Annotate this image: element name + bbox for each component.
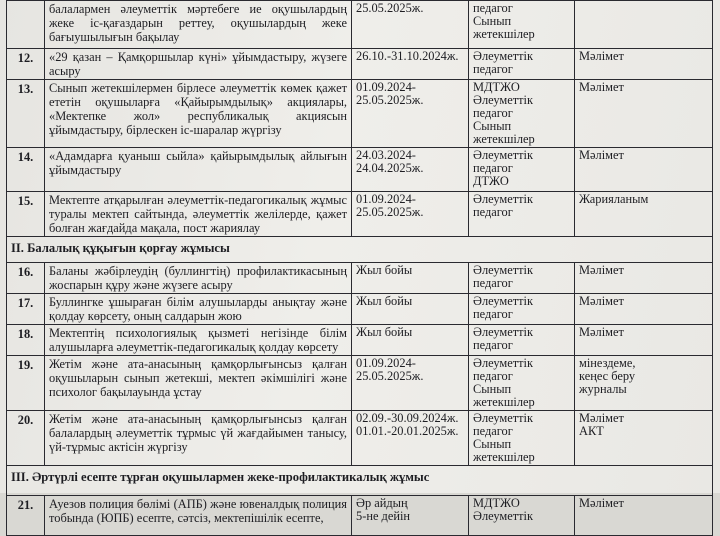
deadline-line: 25.05.2025ж. [356,205,424,219]
responsible-line: Сынып жетекшілер [473,382,535,409]
row-number [7,1,45,49]
row-number: 20. [7,411,45,466]
responsible-line: Әлеуметтік [473,356,533,370]
responsible-cell [469,49,575,80]
report-form-cell [575,411,713,466]
deadline-cell [352,411,469,466]
responsible-line: педагог [473,338,513,352]
deadline-cell [352,325,469,356]
responsible-line: Әлеуметтік [473,294,533,308]
row-number: 15. [7,192,45,237]
row-number: 17. [7,294,45,325]
report-form-cell [575,148,713,192]
deadline-cell [352,148,469,192]
responsible-line: Әлеуметтік [473,49,533,63]
responsible-line: Әлеуметтік [473,192,533,206]
report-form-line: Мәлімет [579,496,624,510]
task-description: Жетім және ата-анасының қамқорлығынсыз қалған оқушыларын сынып жетекші, мектеп әкімшілігі және психолог бақылауында ұстау [45,356,352,411]
deadline-line: Жыл бойы [356,325,413,339]
responsible-line: Әлеуметтік [473,509,533,523]
responsible-line: МДТЖО [473,496,520,510]
deadline-cell [352,192,469,237]
deadline-line: 25.05.2025ж. [356,1,424,15]
report-form-line: кеңес беру [579,369,636,383]
deadline-line: 5-не дейін [356,509,411,523]
responsible-line: Сынып жетекшілер [473,437,535,464]
row-number: 16. [7,263,45,294]
task-description: Буллингке ұшыраған білім алушыларды анықтау және қолдау көрсету, оның салдарын жою [45,294,352,325]
task-description: «Адамдарға қуаныш сыйла» қайырымдылық айлығын ұйымдастыру [45,148,352,192]
report-form-cell [575,325,713,356]
deadline-line: 24.04.2025ж. [356,161,424,175]
responsible-cell [469,496,575,536]
table-row [7,263,713,294]
task-description: Мектептің психологиялық қызметі негізінде білім алушыларға әлеуметтік-педагогикалық қолдау көрсету [45,325,352,356]
responsible-line: Әлеуметтік [473,93,533,107]
responsible-line: педагог [473,369,513,383]
task-description: Ауезов полиция бөлімі (АПБ) және ювеналдық полиция тобында (ЮПБ) есепте, сәтсіз, мектепішілік есепте, [45,496,352,536]
report-form-line: Мәлімет [579,294,624,308]
deadline-line: 02.09.-30.09.2024ж. [356,411,459,425]
table-row [7,1,713,49]
responsible-cell [469,263,575,294]
report-form-cell [575,1,713,49]
row-number: 18. [7,325,45,356]
section-heading: III. Әртүрлі есепте тұрған оқушылармен жеке-профилактикалық жұмыс [7,466,713,496]
report-form-line: Мәлімет [579,325,624,339]
report-form-line: Мәлімет [579,49,624,63]
responsible-line: ДТЖО [473,174,509,188]
responsible-line: педагог [473,161,513,175]
table-row [7,80,713,148]
table-row [7,49,713,80]
deadline-cell [352,294,469,325]
responsible-cell [469,148,575,192]
deadline-line: 01.01.-20.01.2025ж. [356,424,459,438]
task-description: Мектепте атқарылған әлеуметтік-педагогикалық жұмыс туралы мектеп сайтында, әлеуметтік желілерде, қажет болған жағдайда мақала, пост жариялау [45,192,352,237]
report-form-line: Мәлімет [579,148,624,162]
responsible-line: педагог [473,1,513,15]
task-description: Сынып жетекшілермен бірлесе әлеуметтік көмек қажет ететін оқушыларға «Қайырымдылық» акциялары, «Мектепке жол» республикалық акциясын ұйымдастыру, бірлескен іс-шаралар жүргізу [45,80,352,148]
deadline-line: 01.09.2024- [356,192,416,206]
table-row [7,192,713,237]
responsible-cell [469,294,575,325]
report-form-line: Мәлімет [579,411,624,425]
responsible-line: Сынып жетекшілер [473,14,535,41]
row-number: 13. [7,80,45,148]
report-form-cell [575,356,713,411]
table-row [7,496,713,536]
deadline-line: 25.05.2025ж. [356,93,424,107]
report-form-cell [575,263,713,294]
row-number: 21. [7,496,45,536]
row-number: 14. [7,148,45,192]
responsible-line: Әлеуметтік [473,411,533,425]
task-description: балалармен әлеуметтік мәртебеге ие оқушылардың жеке іс-қағаздарын реттеу, оқушылардың жеке бағыушылығын бақылау [45,1,352,49]
deadline-cell [352,80,469,148]
responsible-line: Сынып жетекшілер [473,119,535,146]
section-heading: II. Балалық құқығын қорғау жұмысы [7,237,713,263]
plan-table [6,0,713,536]
deadline-line: 25.05.2025ж. [356,369,424,383]
report-form-line: Жарияланым [579,192,649,206]
table-row [7,325,713,356]
deadline-line: 01.09.2024- [356,356,416,370]
deadline-line: Әр айдың [356,496,408,510]
report-form-line: Мәлімет [579,80,624,94]
responsible-cell [469,356,575,411]
report-form-line: мінездеме, [579,356,636,370]
responsible-line: педагог [473,424,513,438]
deadline-line: 26.10.-31.10.2024ж. [356,49,459,63]
deadline-line: Жыл бойы [356,294,413,308]
responsible-cell [469,411,575,466]
deadline-line: 24.03.2024- [356,148,416,162]
deadline-cell [352,356,469,411]
deadline-cell [352,49,469,80]
report-form-line: АКТ [579,424,604,438]
table-row [7,356,713,411]
task-description: «29 қазан – Қамқоршылар күні» ұйымдастыру, жүзеге асыру [45,49,352,80]
deadline-cell [352,496,469,536]
deadline-line: Жыл бойы [356,263,413,277]
responsible-line: педагог [473,276,513,290]
responsible-line: Әлеуметтік [473,325,533,339]
responsible-cell [469,1,575,49]
responsible-cell [469,325,575,356]
task-description: Баланы жәбірлеудің (буллингтің) профилактикасының жоспарын құру және жүзеге асыру [45,263,352,294]
report-form-line: журналы [579,382,627,396]
row-number: 12. [7,49,45,80]
report-form-cell [575,80,713,148]
responsible-line: МДТЖО [473,80,520,94]
row-number: 19. [7,356,45,411]
responsible-cell [469,80,575,148]
responsible-line: педагог [473,62,513,76]
table-row [7,294,713,325]
section-row [7,466,713,496]
task-description: Жетім және ата-анасының қамқорлығынсыз қалған балалардың әлеуметтік тұрмыс үй жағдайымен танысу, үй-тұрмыс актісін жүргізу [45,411,352,466]
responsible-line: педагог [473,106,513,120]
deadline-cell [352,263,469,294]
deadline-cell [352,1,469,49]
section-row [7,237,713,263]
report-form-line: Мәлімет [579,263,624,277]
deadline-line: 01.09.2024- [356,80,416,94]
report-form-cell [575,294,713,325]
table-row [7,411,713,466]
responsible-line: педагог [473,205,513,219]
responsible-line: педагог [473,307,513,321]
report-form-cell [575,496,713,536]
table-row [7,148,713,192]
report-form-cell [575,192,713,237]
responsible-line: Әлеуметтік [473,148,533,162]
responsible-cell [469,192,575,237]
responsible-line: Әлеуметтік [473,263,533,277]
report-form-cell [575,49,713,80]
